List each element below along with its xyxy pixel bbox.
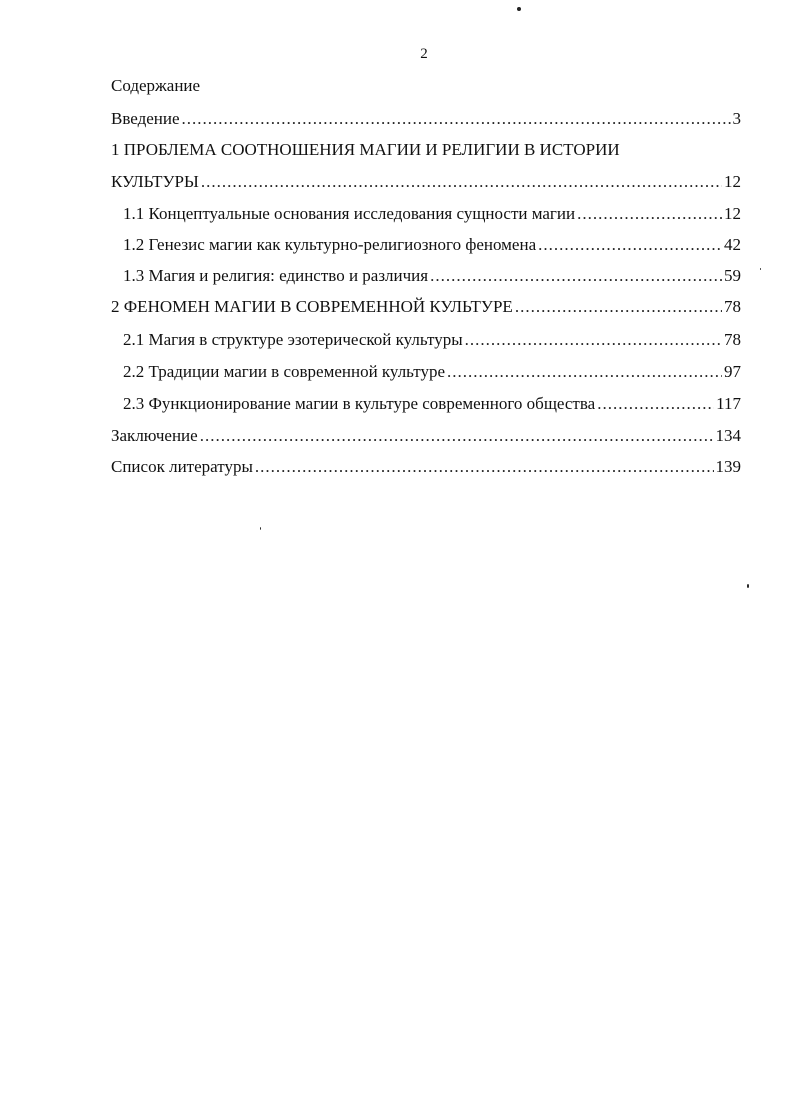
toc-entry-chapter-2 bbox=[111, 298, 741, 315]
toc-entry-conclusion bbox=[111, 427, 741, 444]
toc-entry-label: Заключение bbox=[111, 426, 198, 445]
toc-entry-2-1 bbox=[123, 331, 741, 348]
toc-entry-label: Список литературы bbox=[111, 457, 253, 476]
leader-dots bbox=[447, 363, 722, 380]
toc-entry-label: 2.1 Магия в структуре эзотерической культуры bbox=[123, 330, 463, 349]
page-number: 2 bbox=[420, 46, 428, 62]
toc-entry-page: 59 bbox=[724, 266, 741, 285]
toc-entry-label: 2.2 Традиции магии в современной культуре bbox=[123, 362, 446, 381]
leader-dots bbox=[200, 427, 714, 444]
leader-dots bbox=[577, 205, 722, 222]
toc-entry-introduction bbox=[111, 110, 741, 127]
toc-entry-page: 42 bbox=[724, 235, 741, 254]
leader-dots bbox=[182, 110, 731, 127]
leader-dots bbox=[201, 173, 722, 190]
toc-entry-page: 3 bbox=[732, 109, 741, 128]
toc-entry-page: 134 bbox=[715, 426, 741, 445]
toc-entry-page: 139 bbox=[715, 457, 741, 476]
toc-entry-page: 78 bbox=[724, 297, 741, 316]
leader-dots bbox=[515, 298, 722, 315]
toc-entry-1-1 bbox=[123, 205, 741, 222]
toc-entry-page: 12 bbox=[724, 204, 741, 223]
toc-entry-page: 97 bbox=[724, 362, 741, 381]
toc-entry-label: 2.3 Функционирование магии в культуре современного общества bbox=[123, 394, 596, 413]
scan-speck bbox=[747, 584, 749, 588]
toc-entry-page: 12 bbox=[724, 172, 741, 191]
toc-entry-page: 117 bbox=[716, 394, 741, 413]
leader-dots bbox=[255, 458, 714, 475]
toc-entry-label: 1.1 Концептуальные основания исследования сущности магии bbox=[123, 204, 576, 223]
scan-speck bbox=[517, 7, 521, 11]
leader-dots bbox=[538, 236, 722, 253]
toc-entry-label: 1.3 Магия и религия: единство и различия bbox=[123, 266, 429, 285]
toc-entry-2-3 bbox=[123, 395, 741, 412]
leader-dots bbox=[430, 267, 722, 284]
toc-title: Содержание bbox=[111, 76, 201, 95]
leader-dots bbox=[465, 331, 722, 348]
toc-chapter-1-heading: 1 ПРОБЛЕМА СООТНОШЕНИЯ МАГИИ И РЕЛИГИИ В ИСТОРИИ bbox=[111, 140, 620, 159]
toc-entry-label: КУЛЬТУРЫ bbox=[111, 172, 199, 191]
toc-entry-label: 2 ФЕНОМЕН МАГИИ В СОВРЕМЕННОЙ КУЛЬТУРЕ bbox=[111, 297, 513, 316]
toc-entry-label: Введение bbox=[111, 109, 180, 128]
toc-entry-1-2 bbox=[123, 236, 741, 253]
toc-entry-label: 1.2 Генезис магии как культурно-религиозного феномена bbox=[123, 235, 537, 254]
toc-entry-1-3 bbox=[123, 267, 741, 284]
scan-speck bbox=[260, 527, 261, 530]
toc-entry-chapter-1 bbox=[111, 173, 741, 190]
leader-dots bbox=[597, 395, 714, 412]
toc-entry-bibliography bbox=[111, 458, 741, 475]
toc-entry-2-2 bbox=[123, 363, 741, 380]
toc-entry-page: 78 bbox=[724, 330, 741, 349]
scan-speck bbox=[760, 268, 761, 270]
